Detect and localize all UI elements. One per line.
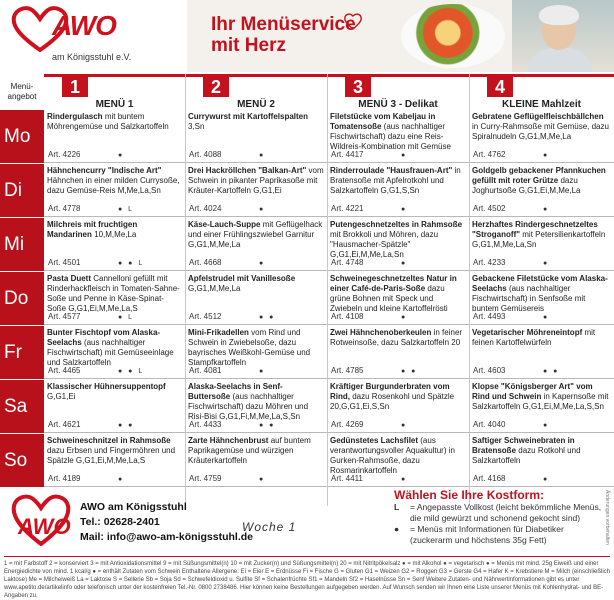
article-number: Art. 4269: [331, 420, 364, 429]
dish-details: (aus nachhaltiger Fischwirtschaft) in Senfsoße mit buntem Gemüsereis: [472, 284, 586, 313]
column-name: MENÜ 1: [95, 99, 134, 110]
diet-symbols: ● ● L: [118, 260, 145, 267]
diet-symbols: ● ●: [118, 422, 135, 429]
senior-woman-photo: [512, 0, 614, 72]
diet-symbols: ●: [259, 476, 266, 483]
column-number: 1: [62, 77, 88, 97]
dish-description: [472, 436, 611, 476]
day-row: [0, 164, 614, 218]
dish-details: (aus nachhaltiger Fischwirtschaft) mit Gemüseeinlage und Salzkartoffeln: [47, 338, 174, 367]
menu-angebot-label: Menü- angebot: [7, 82, 37, 101]
menu-cell: [44, 272, 185, 325]
dish-name: Zarte Hähnchenbrust: [188, 436, 269, 445]
column-divider: [185, 74, 186, 506]
dish-details: mit feinen Kartoffelwürfeln: [472, 328, 596, 347]
dish-name: Klassischer Hühnersuppentopf: [47, 382, 166, 391]
menu-cell: [469, 272, 614, 325]
menu-cell: [185, 272, 327, 325]
menu-cell: [469, 326, 614, 379]
diet-symbols: ● L: [118, 314, 135, 321]
dish-description: [188, 166, 324, 206]
diet-symbols: ●: [543, 476, 550, 483]
menu-cell: [327, 110, 469, 163]
dish-name: Goldgelb gebackener Pfannkuchen gefüllt mit roter Grütze: [472, 166, 606, 185]
column-divider: [469, 74, 470, 506]
dish-details: in feiner Rotweinsoße, dazu Salzkartoffeln 20: [330, 328, 463, 347]
dish-details: Cannelloni gefüllt mit Rinderhackfleisch in Tomaten-Sahne-Soße und Penne in Käse-Spinat-Soße G,G1,Ei,M,Me,La,S: [47, 274, 180, 313]
article-number: Art. 4762: [473, 150, 506, 159]
menu-cell: [44, 326, 185, 379]
dish-description: [47, 112, 182, 152]
dish-details: dazu Rosenkohl und Spätzle 20,G,G1,Ei,S,Sn: [330, 392, 455, 411]
menu-cell: [327, 164, 469, 217]
dish-description: [188, 328, 324, 368]
diet-symbols: ●: [401, 206, 408, 213]
menu-cell: [327, 272, 469, 325]
diet-symbols: ● ● L: [118, 368, 145, 375]
dish-name: Gedünstetes Lachsfilet: [330, 436, 419, 445]
small-heart-icon: [343, 12, 363, 30]
dish-name: Mini-Frikadellen: [188, 328, 249, 337]
article-number: Art. 4221: [331, 204, 364, 213]
article-number: Art. 4168: [473, 474, 506, 483]
dish-details: (aus nachhaltiger Fischwirtschaft) dazu Möhren und Risi-Bisi G,G1,Fi,M,Me,La,S,Sn: [188, 392, 309, 421]
dish-name: Pasta Duett: [47, 274, 92, 283]
banner-title: [211, 14, 356, 56]
menu-cell: [44, 380, 185, 433]
column-name: KLEINE Mahlzeit: [502, 99, 581, 110]
dish-details: vom Rind und Schwein in Zwiebelsoße, dazu bayrisches Weißkohl-Gemüse und Stampfkartoffeln: [188, 328, 311, 367]
article-number: Art. 4759: [189, 474, 222, 483]
dish-name: Rinderroulade "Hausfrauen-Art": [330, 166, 453, 175]
dish-name: Kräftiger Burgunderbraten vom Rind,: [330, 382, 450, 401]
dish-description: [47, 166, 182, 206]
menu-cell: [185, 326, 327, 379]
article-number: Art. 4577: [48, 312, 81, 321]
dish-details: G,G1,Ei: [47, 392, 76, 401]
dish-details: vom Schwein in pikanter Paprikasoße mit Kräuter-Kartoffeln G,G1,Ei: [188, 166, 324, 195]
day-row: [0, 434, 614, 488]
menu-cell: [469, 380, 614, 433]
article-number: Art. 4040: [473, 420, 506, 429]
dish-description: [330, 382, 466, 422]
column-header-3: [327, 74, 469, 110]
menu-cell: [327, 380, 469, 433]
dish-name: Milchreis mit fruchtigen Mandarinen: [47, 220, 138, 239]
article-number: Art. 4748: [331, 258, 364, 267]
dish-description: [472, 112, 611, 152]
awo-logo: [6, 4, 186, 68]
dish-details: G,G1,M,Me,La: [188, 284, 241, 293]
article-number: Art. 4108: [331, 312, 364, 321]
week-label: Woche 1: [242, 520, 297, 534]
diet-symbols: ●: [401, 314, 408, 321]
article-number: Art. 4502: [473, 204, 506, 213]
menu-cell: [327, 434, 469, 487]
dish-description: [472, 166, 611, 206]
diet-symbols: ●: [259, 260, 266, 267]
org-name: AWO am Königsstuhl: [80, 501, 187, 513]
menu-cell: [185, 218, 327, 271]
dish-name: Hähnchencurry "Indische Art": [47, 166, 162, 175]
dish-description: [330, 328, 466, 368]
article-number: Art. 4603: [473, 366, 506, 375]
menu-cell: [44, 218, 185, 271]
day-row: [0, 110, 614, 164]
dish-name: Saftiger Schweinebraten in Bratensoße: [472, 436, 575, 455]
dish-description: [188, 112, 324, 152]
dish-details: dazu Erbsen und Fingermöhren und Spätzle G,G1,Ei,M,Me,La,S: [47, 446, 176, 465]
dish-name: Putengeschnetzeltes in Rahmsoße: [330, 220, 463, 229]
dish-name: Käse-Lauch-Suppe: [188, 220, 261, 229]
dish-name: Drei Hackröllchen "Balkan-Art": [188, 166, 307, 175]
article-number: Art. 4621: [48, 420, 81, 429]
day-label: Do: [0, 272, 44, 325]
column-header-4: [469, 74, 614, 110]
diet-symbols: ●: [543, 260, 550, 267]
article-number: Art. 4778: [48, 204, 81, 213]
diet-symbols: ● ●: [259, 422, 276, 429]
day-label: Sa: [0, 380, 44, 433]
dish-details: in Bratensoße mit Apfelrotkohl und Salzkartoffeln G,G1,S,Sn: [330, 166, 461, 195]
diet-symbols: ●: [543, 152, 550, 159]
article-number: Art. 4785: [331, 366, 364, 375]
dish-details: mit buntem Möhrengemüse und Salzkartoffeln: [47, 112, 169, 131]
dish-details: dazu grüne Bohnen mit Speck und Zwiebeln und kleine Kartoffelrösti: [330, 284, 448, 313]
diet-symbols: ●: [118, 152, 125, 159]
article-number: Art. 4226: [48, 150, 81, 159]
menu-cell: [469, 164, 614, 217]
menu-cell: [327, 218, 469, 271]
article-number: Art. 4501: [48, 258, 81, 267]
dish-name: Filetstücke vom Kabeljau in Tomatensoße: [330, 112, 436, 131]
dish-details: 10,M,Me,La: [94, 230, 137, 239]
column-number: 4: [487, 77, 513, 97]
diet-symbols: ●: [259, 206, 266, 213]
article-number: Art. 4233: [473, 258, 506, 267]
dish-details: Hähnchen in einer milden Currysoße, dazu Gemüse-Reis M,Me,La,Sn: [47, 176, 180, 195]
food-plate-image: [401, 4, 505, 68]
article-number: Art. 4493: [473, 312, 506, 321]
menu-cell: [44, 110, 185, 163]
menu-cell: [469, 110, 614, 163]
dish-name: Vegetarischer Möhreneintopf: [472, 328, 583, 337]
article-number: Art. 4088: [189, 150, 222, 159]
menu-cell: [44, 164, 185, 217]
dish-description: [188, 436, 324, 476]
column-number: 2: [203, 77, 229, 97]
dish-description: [47, 328, 182, 368]
day-row: [0, 272, 614, 326]
dish-name: Herzhaftes Rindergeschnetzeltes "Stroganoff": [472, 220, 598, 239]
menu-cell: [185, 380, 327, 433]
dish-description: [47, 274, 182, 314]
article-number: Art. 4417: [331, 150, 364, 159]
article-number: Art. 4024: [189, 204, 222, 213]
logo-word: AWO: [52, 10, 116, 41]
page-header: [0, 0, 614, 72]
menu-cell: [469, 218, 614, 271]
dish-description: [47, 382, 182, 422]
column-name: MENÜ 3 - Delikat: [358, 99, 438, 110]
email-address: Mail: info@awo-am-königsstuhl.de: [80, 531, 253, 543]
diet-symbols: ●: [259, 368, 266, 375]
dish-name: Alaska-Seelachs in Senf-Buttersoße: [188, 382, 283, 401]
day-row: [0, 326, 614, 380]
dish-description: [330, 220, 466, 260]
day-label: So: [0, 434, 44, 487]
kostform-diabetic: ● = Menüs mit Informationen für Diabetiker (zuckerarm und höchstens 35g Fett): [394, 524, 564, 545]
article-number: Art. 4411: [331, 474, 363, 483]
article-number: Art. 4433: [189, 420, 222, 429]
column-header-2: [185, 74, 327, 110]
dish-details: mit Petersilienkartoffeln G,G1,M,Me,La,Sn: [472, 230, 606, 249]
dish-name: Currywurst mit Kartoffelspalten: [188, 112, 309, 121]
dish-description: [47, 436, 182, 476]
article-number: Art. 4668: [189, 258, 222, 267]
side-note: Änderungen vorbehalten: [604, 490, 610, 545]
article-number: Art. 4465: [48, 366, 81, 375]
dish-name: Rindergulasch: [47, 112, 103, 121]
article-number: Art. 4081: [189, 366, 222, 375]
dish-description: [472, 382, 611, 422]
day-row: [0, 380, 614, 434]
dish-name: Schweineschnitzel in Rahmsoße: [47, 436, 171, 445]
day-label: Mo: [0, 110, 44, 163]
dish-description: [188, 220, 324, 260]
dish-description: [472, 220, 611, 260]
diet-symbols: ●: [401, 422, 408, 429]
menu-cell: [185, 164, 327, 217]
dish-description: [188, 274, 324, 314]
diet-symbols: ●: [543, 206, 550, 213]
column-header-1: [44, 74, 185, 110]
dish-details: (aus nachhaltiger Fischwirtschaft) dazu eine Reis-Wildreis-Kombination mit Gemüse: [330, 122, 451, 151]
day-row: [0, 218, 614, 272]
day-label: Di: [0, 164, 44, 217]
column-number: 3: [345, 77, 371, 97]
dish-details: (aus verantwortungsvoller Aquakultur) in Gurken-Rahmsoße, dazu Rosmarinkartoffeln: [330, 436, 455, 475]
menu-cell: [185, 110, 327, 163]
banner-title-line2: mit Herz: [211, 35, 286, 56]
dish-name: Gebackene Filetstücke vom Alaska-Seelachs: [472, 274, 608, 293]
dish-details: in Kapernsoße mit Salzkartoffeln G,G1,Ei,M,Me,La,S,Sn: [472, 392, 609, 411]
contact-block: [80, 500, 253, 545]
diet-symbols: ● ●: [259, 314, 276, 321]
dish-name: Klopse "Königsberger Art" vom Rind und Schwein: [472, 382, 593, 401]
diet-symbols: ●: [118, 476, 125, 483]
diet-symbols: ● ●: [401, 368, 418, 375]
kostform-title: Wählen Sie Ihre Kostform:: [394, 488, 545, 502]
page-footer: [0, 488, 614, 600]
diet-symbols: ●: [401, 260, 408, 267]
banner-title-line1: Ihr Menüservice: [211, 14, 356, 35]
menu-cell: [185, 434, 327, 487]
allergen-legend: 1 = mit Farbstoff 2 = konserviert 3 = mit Antioxidationsmittel 9 = mit Süßungsmittel(n) 10 = mit Zucker(n) und Süßungsmittel(n) 20 = mit Nitritpökelsalz ● = mit Alkohol ● = vegetarisch ● = Menüs mit mind. 25g Eiweiß und einer Energiedichte von mind. 1 kcal/g ● = enthält Zutaten vom Schwein Enthaltene Allergene: Ei = Eier E = Erdnüsse Fi = Fische G = Gluten G1 = Weizen G2 = Roggen G3 = Gerste G4 = Hafer K = Krebstiere M = Milch (einschließlich Laktose) Me = Milcheiweiß La = Laktose S = Sellerie Sb = Soja Sd = Schwefeldioxid u. Sulfite Sf = Schalenfrüchte Sf1 = Mandeln Sf2 = Haselnüsse Sn = Senf Weitere Zutaten- und Nährwertinformationen gibt es unter www.apetito.de/artikelinfo oder telefonisch unter der kostenfreien Tel.-Nr. 0800 2738486. Hier können keine Bestellungen aufgegeben werden. Auf Wunsch senden wir Ihnen eine Liste unserer Menüs mit Kohlenhydrat- und BE-Angaben zu.: [4, 556, 610, 600]
column-divider: [327, 74, 328, 506]
dish-details: dazu Joghurtsoße G,G1,Ei,M,Me,La: [472, 176, 581, 195]
dish-description: [330, 112, 466, 152]
diet-symbols: ●: [543, 314, 550, 321]
column-name: MENÜ 2: [237, 99, 275, 110]
dish-details: 3,Sn: [188, 122, 205, 131]
article-number: Art. 4189: [48, 474, 81, 483]
dish-description: [472, 274, 611, 314]
dish-name: Bunter Fischtopf vom Alaska-Seelachs: [47, 328, 161, 347]
menu-cell: [469, 434, 614, 487]
dish-details: mit Geflügelhack und einer Frühlingszwiebel Garnitur G,G1,M,Me,La: [188, 220, 323, 249]
dish-details: dazu Rotkohl und Salzkartoffeln: [472, 446, 581, 465]
phone-number: Tel.: 02628-2401: [80, 516, 160, 528]
dish-description: [188, 382, 324, 422]
dish-description: [330, 166, 466, 206]
header-banner: [187, 0, 614, 72]
dish-details: mit Brokkoli und Möhren, dazu "Hausmacher-Spätzle" G,G1,Ei,M,Me,La,Sn: [330, 230, 439, 259]
menu-cell: [44, 434, 185, 487]
dish-description: [472, 328, 611, 368]
day-label: Fr: [0, 326, 44, 379]
dish-name: Apfelstrudel mit Vanillesoße: [188, 274, 296, 283]
dish-name: Schweinegeschnetzeltes Natur in einer Café-de-Paris-Soße: [330, 274, 457, 293]
dish-name: Gebratene Geflügelfleischbällchen: [472, 112, 604, 121]
dish-details: in Curry-Rahmsoße mit Gemüse, dazu Spiralnudeln G,G1,M,Me,La: [472, 122, 609, 141]
diet-symbols: ●: [259, 152, 266, 159]
day-label: Mi: [0, 218, 44, 271]
dish-description: [47, 220, 182, 260]
logo-subtitle: am Königsstuhl e.V.: [52, 52, 132, 62]
menu-cell: [327, 326, 469, 379]
diet-symbols: ●: [543, 422, 550, 429]
dish-description: [330, 436, 466, 476]
dish-details: auf buntem Paprikagemüse und würzigen Kräuterkartoffeln: [188, 436, 311, 465]
diet-symbols: ● L: [118, 206, 135, 213]
footer-logo-word: AWO: [18, 514, 71, 539]
dish-description: [330, 274, 466, 314]
article-number: Art. 4512: [189, 312, 222, 321]
diet-symbols: ●: [401, 476, 408, 483]
dish-name: Zwei Hähnchenoberkeulen: [330, 328, 432, 337]
diet-symbols: ● ●: [543, 368, 560, 375]
diet-symbols: ●: [401, 152, 408, 159]
kostform-box: [394, 488, 604, 546]
kostform-l: L = Angepasste Vollkost (leicht bekömmliche Menüs, die mild gewürzt und schonend gekocht sind): [394, 502, 602, 523]
